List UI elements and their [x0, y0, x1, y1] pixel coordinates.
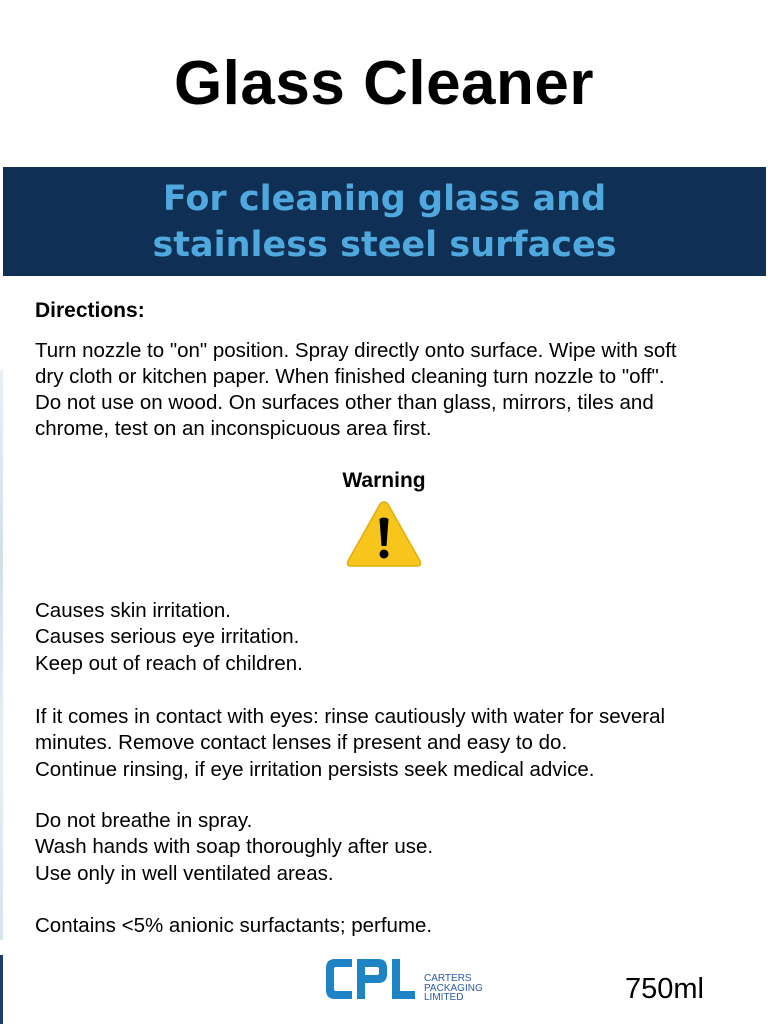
directions-line: dry cloth or kitchen paper. When finished cleaning turn nozzle to "off".: [35, 365, 665, 388]
hazard-line: If it comes in contact with eyes: rinse cautiously with water for several: [35, 705, 666, 728]
hazard-line: minutes. Remove contact lenses if present and easy to do.: [35, 731, 568, 755]
hazard-statements: [35, 598, 735, 677]
logo-text-line: LIMITED: [424, 992, 464, 1003]
banner-text: For cleaning glass and stainless steel surfaces: [152, 178, 617, 265]
hazard-line: Keep out of reach of children.: [35, 651, 303, 675]
directions-line: Do not use on wood. On surfaces other than glass, mirrors, tiles and: [35, 391, 654, 414]
directions-heading: Directions:: [35, 299, 145, 322]
cpl-logo-mark: [322, 955, 418, 1003]
directions-body: [35, 338, 735, 442]
precautions: [35, 808, 735, 887]
hazard-line: Continue rinsing, if eye irritation persists seek medical advice.: [35, 757, 595, 781]
directions-line: Turn nozzle to "on" position. Spray directly onto surface. Wipe with soft: [35, 339, 677, 362]
logo-text-line: PACKAGING: [424, 982, 483, 994]
hazard-line: Wash hands with soap thoroughly after use.: [35, 835, 434, 859]
warning-heading: Warning: [342, 469, 426, 492]
hazard-line: Causes serious eye irritation.: [35, 625, 300, 649]
ingredients-line: Contains <5% anionic surfactants; perfume.: [35, 914, 433, 937]
cpl-logo: [322, 955, 482, 1003]
usage-banner: [3, 167, 766, 276]
warning-triangle-icon: [345, 499, 423, 569]
volume-label: 750ml: [625, 973, 704, 1005]
hazard-line: Causes skin irritation.: [35, 599, 231, 622]
logo-wordmark: [424, 974, 483, 1003]
left-edge-strip-dark: [0, 955, 3, 1024]
left-edge-strip: [0, 370, 3, 940]
hazard-line: Do not breathe in spray.: [35, 809, 253, 832]
directions-line: chrome, test on an inconspicuous area first.: [35, 417, 432, 440]
hazard-line: Use only in well ventilated areas.: [35, 861, 334, 885]
ingredients: [35, 913, 735, 939]
logo-text-line: CARTERS: [424, 973, 472, 984]
eye-contact-instructions: [35, 704, 735, 783]
product-title: Glass Cleaner: [173, 49, 595, 118]
